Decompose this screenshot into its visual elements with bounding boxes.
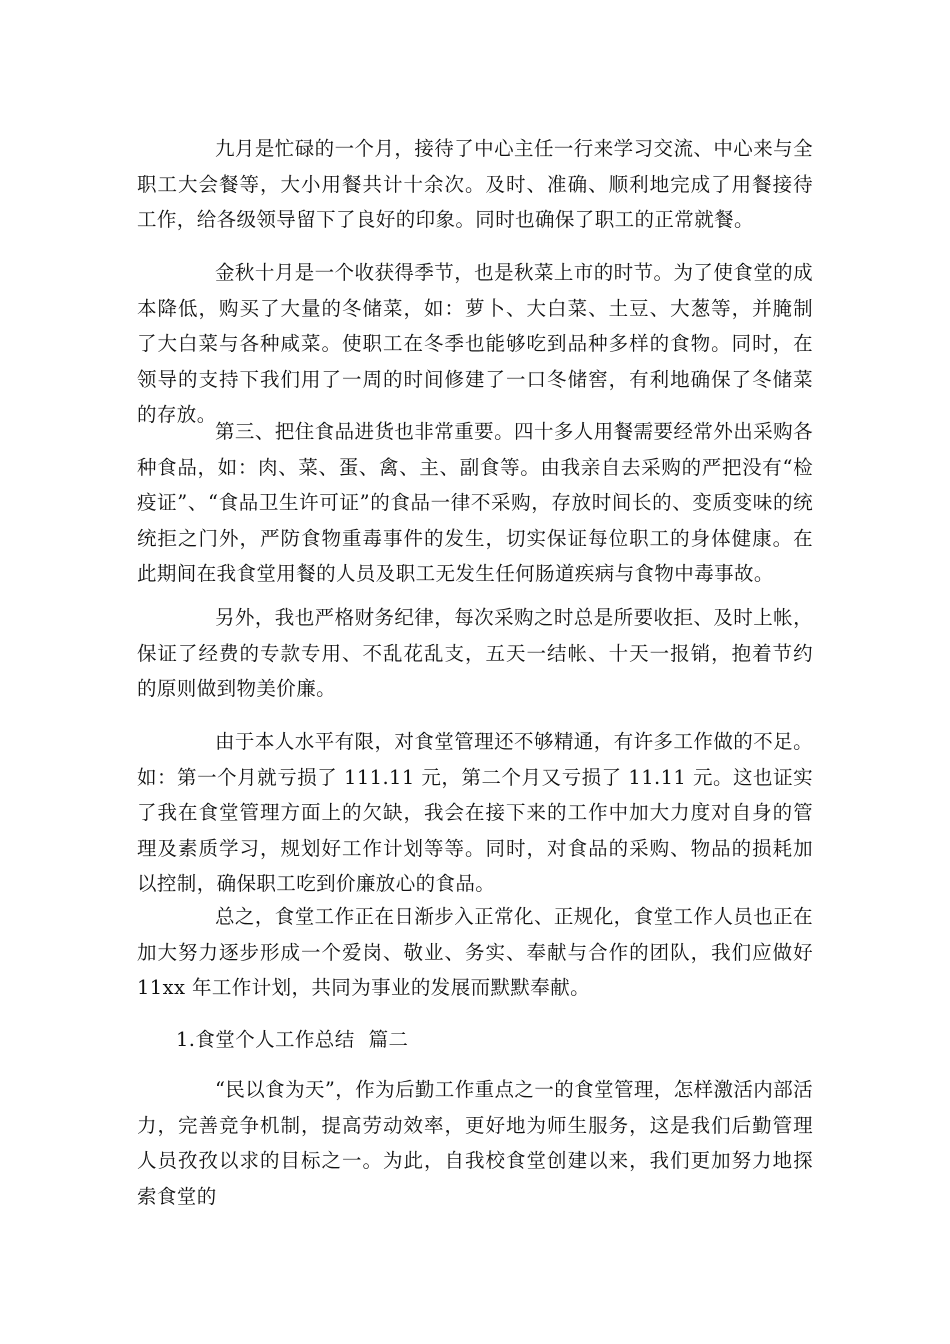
section-title: 食堂个人工作总结 [195,1028,355,1051]
paragraph-october: 金秋十月是一个收获得季节，也是秋菜上市的时节。为了使食堂的成本降低，购买了大量的冬储菜，如：萝卜、大白菜、土豆、大葱等，并腌制了大白菜与各种咸菜。使职工在冬季也能够吃到品种多样的食物。同时，在领导的支持下我们用了一周的时间修建了一口冬储窖，有利地确保了冬储菜的存放。 [137,261,813,426]
section-heading [176,1022,408,1058]
section-subtitle: 篇二 [368,1028,409,1051]
paragraph-purchasing: 第三、把住食品进货也非常重要。四十多人用餐需要经常外出采购各种食品，如：肉、菜、蛋、禽、主、副食等。由我亲自去采购的严把没有“检疫证”、“食品卫生许可证”的食品一律不采购，存放时间长的、变质变味的统统拒之门外，严防食物重毒事件的发生，切实保证每位职工的身体健康。在此期间在我食堂用餐的人员及职工无发生任何肠道疾病与食物中毒事故。 [137,420,813,585]
paragraph-summary: 总之，食堂工作正在日渐步入正常化、正规化，食堂工作人员也正在加大努力逐步形成一个爱岗、敬业、务实、奉献与合作的团队，我们应做好 11xx 年工作计划，共同为事业的发展而默默奉献。 [137,905,813,999]
section-number: 1. [176,1028,196,1051]
paragraph-finance: 另外，我也严格财务纪律，每次采购之时总是所要收拒、及时上帐，保证了经费的专款专用、不乱花乱支，五天一结帐、十天一报销，抱着节约的原则做到物美价廉。 [137,606,813,700]
paragraph-shortcomings: 由于本人水平有限，对食堂管理还不够精通，有许多工作做的不足。如：第一个月就亏损了 111.11 元，第二个月又亏损了 11.11 元。这也证实了我在食堂管理方面上的欠缺，我会在接下来的工作中加大力度对自身的管理及素质学习，规划好工作计划等等。同时，对食品的采购、物品的损耗加以控制，确保职工吃到价廉放心的食品。 [137,730,813,895]
paragraph-september: 九月是忙碌的一个月，接待了中心主任一行来学习交流、中心来与全职工大会餐等，大小用餐共计十余次。及时、准确、顺利地完成了用餐接待工作，给各级领导留下了良好的印象。同时也确保了职工的正常就餐。 [137,137,813,231]
paragraph-intro-part-two: “民以食为天”，作为后勤工作重点之一的食堂管理，怎样激活内部活力，完善竞争机制，提高劳动效率，更好地为师生服务，这是我们后勤管理人员孜孜以求的目标之一。为此，自我校食堂创建以来，我们更加努力地探索食堂的 [137,1078,813,1208]
